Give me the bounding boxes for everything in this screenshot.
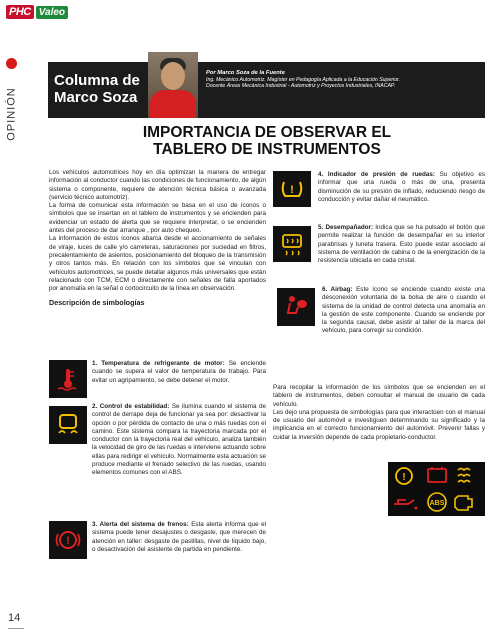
item-2-text-top bbox=[92, 403, 266, 478]
steering-warning-icon bbox=[396, 468, 412, 484]
item-3-body: Esta alerta informa que el sistema puede tener desajustes o desgaste, que merecen de atención en taller: desgaste de pastillas, nivel de líquido bajo, o desactivación del asistente de partida en pendiente. bbox=[92, 521, 266, 553]
item-1-head: 1. Temperatura de refrigerante de motor: bbox=[92, 360, 225, 367]
svg-text:!: ! bbox=[290, 184, 294, 196]
coolant-temperature-icon bbox=[49, 360, 87, 398]
item-6-text bbox=[322, 286, 485, 336]
item-tire-pressure bbox=[273, 171, 485, 221]
closing-paragraph-2: Les dejo una propuesta de simbologías para que interactúen con el manual de usuario del automóvil e investiguen determinando su significado y la implicancia en el correcto funcionamiento del automóvil. Prevenir fallas y cuidar la inversión depende de cada propietario-conductor. bbox=[273, 408, 485, 441]
defroster-icon bbox=[273, 226, 311, 262]
author-photo bbox=[148, 52, 198, 118]
tire-pressure-icon bbox=[273, 171, 311, 207]
item-1-text bbox=[92, 360, 266, 385]
author-bio-1: Ing. Mecánico Automotriz. Magíster en Pedagogía Aplicada a la Educación Superior. bbox=[206, 76, 401, 83]
item-1-body: Se enciende cuando se supera el valor de temperatura de trabajo. Para evitar un agripamiento, se debe detener el motor. bbox=[92, 360, 267, 384]
intro-paragraph-3: La información de estos íconos abarca desde el accionamiento de señales de viraje, luces de calle y/o carreteras, saturaciones por suciedad en filtros, precalentamiento de asientos, posicionamiento del bloqueo de la transmisión y otros tantos más. En relación con los símbolos que se vinculan con vehículos automotrices, se puede detallar algunos más universales que están relacionado con TCM, ECM o directamente con señales de falla aportados por anomalía en la señal o cortocircuito de la línea en observación. bbox=[49, 235, 266, 293]
engine-check-icon bbox=[455, 496, 472, 510]
intro-paragraph-2: La forma de comunicar esta información se basa en el uso de íconos o símbolos que se insertan en el tablero de instrumentos y se encienden para evidenciar un estado de alerta que se requiere interpretar, o se encienden antes del proceso de dar arranque , por auto chequeo. bbox=[49, 202, 266, 235]
intro-paragraph-1: Los vehículos automotrices hoy en día optimizan la manera de entregar información al conductor cuando las condiciones de funcionamiento, de algún sistema o componente, requiere de atención técnica básica o avanzada (servicio técnico automotriz). bbox=[49, 169, 266, 201]
brand-valeo: Valeo bbox=[36, 6, 68, 19]
section-tab bbox=[4, 58, 18, 148]
column-title: Columna de Marco Soza bbox=[54, 72, 140, 106]
item-2-head: 2. Control de estabilidad: bbox=[92, 403, 170, 410]
author-photo-shirt bbox=[150, 90, 196, 118]
brand-phc: PHC bbox=[6, 5, 34, 19]
warning-icons-panel bbox=[388, 462, 485, 516]
section-dot-icon bbox=[6, 58, 17, 69]
airbag-icon bbox=[277, 288, 315, 326]
svg-text:!: ! bbox=[66, 535, 70, 547]
stability-control-icon bbox=[49, 406, 87, 444]
closing-paragraph-1: Para recopilar la información de los símbolos que se encienden en el tablero de instrumentos, deben consultar el manual de usuario de cada vehículo. bbox=[273, 384, 485, 408]
subheading: Descripción de simbologías bbox=[49, 298, 145, 308]
author-byline bbox=[206, 70, 482, 90]
item-3-text bbox=[92, 521, 266, 554]
author-bio-2: Docente Áreas Mecánica Industrial - Automotriz y Proyectos Industriales, INACAP. bbox=[206, 83, 396, 89]
abs-label: ABS bbox=[429, 500, 445, 507]
section-label: OPINIÓN bbox=[5, 87, 18, 141]
item-4-text bbox=[318, 171, 485, 204]
author-name: Por Marco Soza de la Fuente bbox=[206, 70, 285, 76]
item-5-head: 5. Desempañador: bbox=[318, 224, 374, 231]
item-4-body: Su objetivo es informar que una rueda o más de una, presenta disminución de su presión de inflado, reduciendo riesgo de conducción y evitar dañar el neumático. bbox=[318, 171, 486, 203]
author-photo-face bbox=[161, 62, 185, 90]
left-column bbox=[49, 169, 266, 311]
item-3-head: 3. Alerta del sistema de frenos: bbox=[92, 521, 189, 528]
oil-pressure-icon bbox=[394, 500, 418, 510]
item-2-body: Se ilumina cuando el sistema de control de derrape deja de funcionar ya sea por: desactivar la opción o por pérdida de contacto de una o más ruedas con el camino. Este sistema compara la trayectoria marcada por el conductor con la trayectoria real del vehículo, analiza también la velocidad de giro de las ruedas e interviene actuando sobre ellas para redirigir el vehículo. Normalmente esta actuación se produce mediante el frenado selectivo de las ruedas, usando elementos comunes con el ABS. bbox=[92, 403, 267, 477]
page-number-rule bbox=[8, 628, 24, 629]
closing-column bbox=[273, 384, 485, 442]
svg-text:!: ! bbox=[402, 472, 406, 483]
abs-icon bbox=[428, 493, 446, 511]
item-stability-control bbox=[49, 403, 266, 513]
battery-icon bbox=[428, 467, 446, 482]
glow-plug-icon bbox=[458, 469, 470, 483]
item-airbag bbox=[273, 286, 485, 352]
item-6-head: 6. Airbag: bbox=[322, 286, 353, 293]
item-brake-alert bbox=[49, 521, 266, 581]
article-title: IMPORTANCIA DE OBSERVAR EL TABLERO DE INSTRUMENTOS bbox=[142, 124, 392, 158]
item-5-body: Indica que se ha pulsado el botón que permite realizar la función de desempañar en su interior parabrisas y luneta trasera. Esto puede estar asociado al sistema de ventilación de cabina o de la energización de la resistencia ubicada en cada cristal. bbox=[318, 224, 485, 265]
page-number: 14 bbox=[8, 612, 21, 624]
item-defroster bbox=[273, 224, 485, 276]
column-header bbox=[48, 62, 485, 118]
item-6-body: Este ícono se enciende cuando existe una desconexión voluntaria de la bolsa de aire o cuando el sistema de la unidad de control detecta una anomalía en la gestión de este componente. Cuando se enciende por la segunda causal, debe asistir al taller de la marca del vehículo, para corregir su condición. bbox=[322, 286, 486, 335]
brand-logo bbox=[6, 3, 84, 21]
item-5-text bbox=[318, 224, 485, 265]
item-4-head: 4. Indicador de presión de ruedas: bbox=[318, 171, 435, 178]
brake-alert-icon bbox=[49, 521, 87, 559]
